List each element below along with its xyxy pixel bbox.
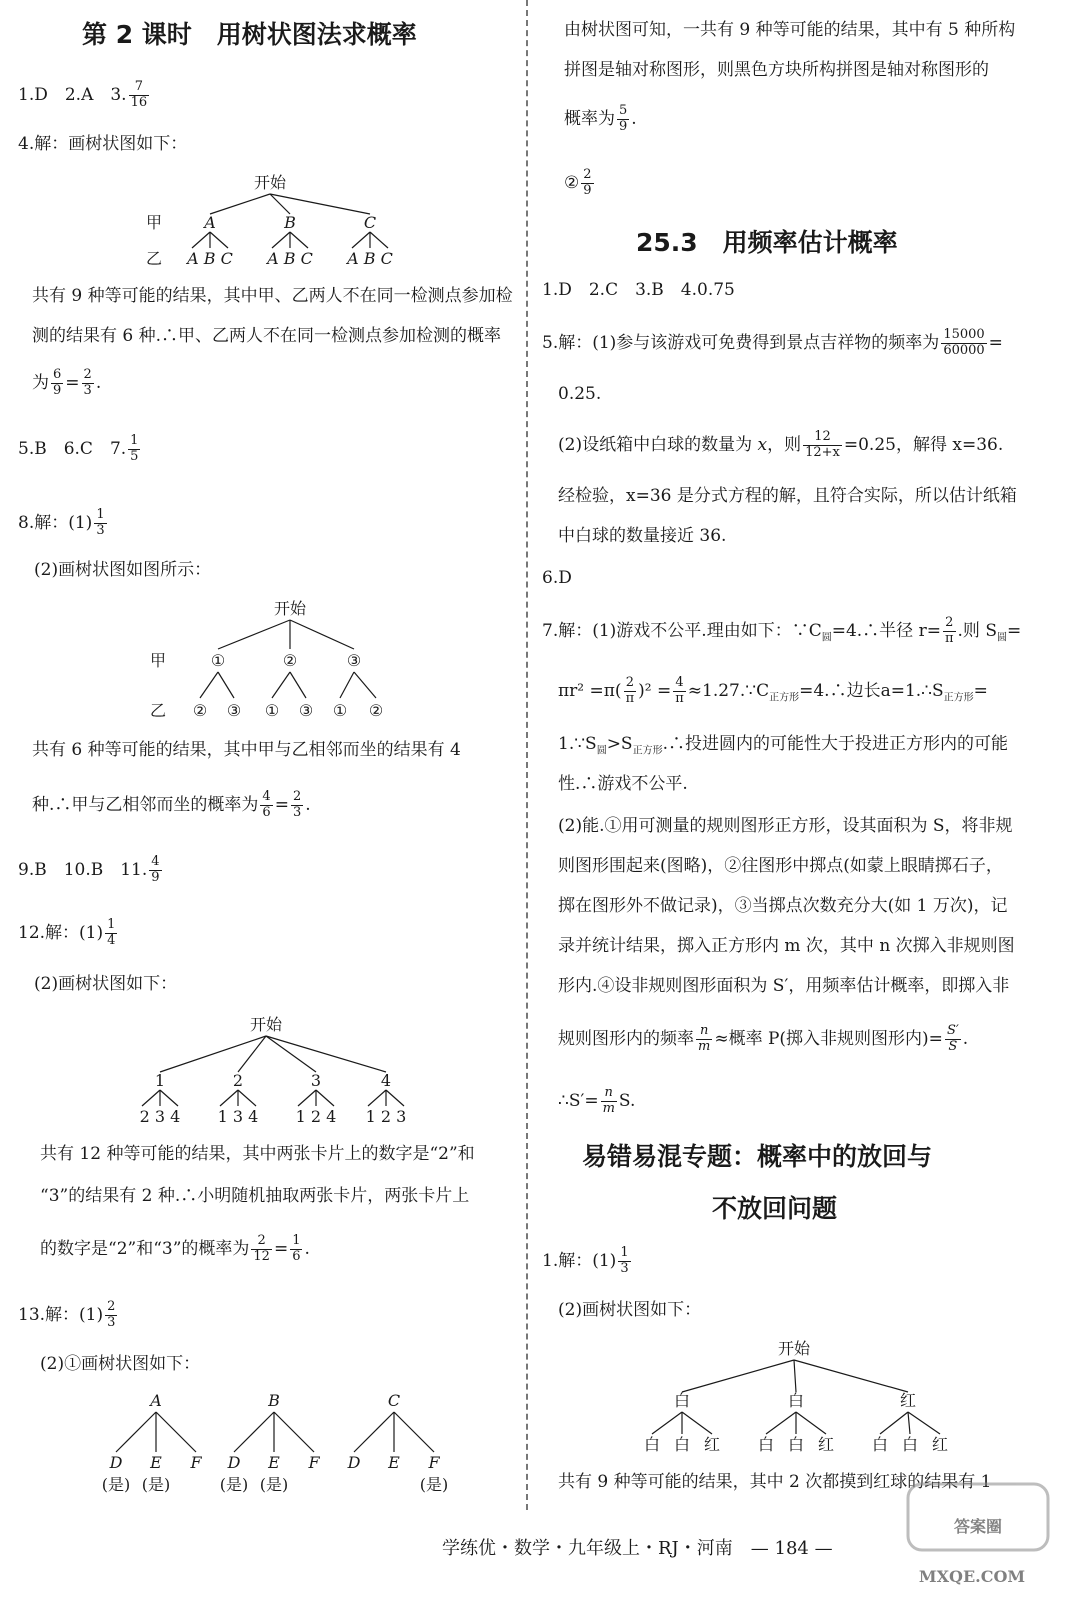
q7-line-11: ∴S′= $\frac{n}{m}$ S.	[558, 1085, 636, 1116]
answers-1-4: 1.D 2.C 3.B 4.0.75	[542, 280, 735, 300]
q5-text-3: 经检验，x=36 是分式方程的解，且符合实际，所以估计纸箱	[558, 486, 1017, 506]
tree-leaves: A B C	[187, 249, 233, 268]
tree-leaf: ②	[192, 701, 208, 720]
tree-leaf: 红	[817, 1435, 835, 1454]
tree-leaf: ③	[226, 701, 242, 720]
tree-level-label: 乙	[150, 701, 167, 720]
tree-diagram-q8	[150, 594, 400, 724]
tree-node: ②	[282, 651, 298, 670]
q7-line-7: 掷在图形外不做记录)，③当掷点次数充分大(如 1 万次)，记	[558, 896, 1008, 916]
q5-text-4: 中白球的数量接近 36.	[558, 526, 727, 546]
tree-node: 红	[899, 1391, 917, 1410]
leaf-mark: (是)	[259, 1475, 289, 1494]
q5-part2: (2)设纸箱中白球的数量为 x，则 $\frac{12}{12+x}$ =0.25，解得 x=36.	[558, 429, 1004, 460]
q7-line-8: 录并统计结果，掷入正方形内 m 次，其中 n 次掷入非规则图	[558, 936, 1015, 956]
q8-part1: 8.解：(1) $\frac{1}{3}$	[18, 507, 105, 538]
tree-leaf: 白	[901, 1435, 919, 1454]
q12-text-1: 共有 12 种等可能的结果，其中两张卡片上的数字是“2”和	[40, 1144, 475, 1164]
tree-leaf: ②	[368, 701, 384, 720]
q7-line-1: 7.解：(1)游戏不公平.理由如下：$\because C_圆=4.\therefore$半径 r= $\frac{2}{\pi}$ .则 $S_圆=$	[542, 615, 1022, 646]
tree-leaf: D	[347, 1453, 361, 1472]
q7-line-5: (2)能.①用可测量的规则图形正方形，设其面积为 S，将非规	[558, 816, 1013, 836]
e1-text: 共有 9 种等可能的结果，其中 2 次都摸到红球的结果有 1	[558, 1472, 992, 1492]
tree-root: 开始	[777, 1339, 811, 1358]
tree-diagram-q12	[130, 1010, 420, 1128]
page-number: — 184 —	[750, 1538, 833, 1559]
tree-level-label: 乙	[146, 249, 163, 268]
answers-9-11: 9.B 10.B 11. $\frac{4}{9}$	[18, 854, 160, 885]
watermark-logo	[868, 1480, 1058, 1595]
section-title-special: 易错易混专题：概率中的放回与	[582, 1142, 933, 1171]
tree-leaf: 红	[931, 1435, 949, 1454]
tree-root: 开始	[253, 173, 287, 192]
r-text-4: ② $\frac{2}{9}$	[564, 167, 592, 198]
e1-part1: 1.解：(1) $\frac{1}{3}$	[542, 1245, 629, 1276]
tree-node: ③	[346, 651, 362, 670]
watermark-url: MXQE.COM	[918, 1567, 1026, 1586]
tree-leaf: E	[150, 1453, 162, 1472]
q7-line-6: 则图形围起来(图略)，②往图形中掷点(如蒙上眼睛掷石子，	[558, 856, 1003, 876]
tree-node: A	[204, 213, 216, 232]
q4-text-2: 测的结果有 6 种.∴甲、乙两人不在同一检测点参加检测的概率	[32, 326, 502, 346]
q5-part1: 5.解：(1)参与该游戏可免费得到景点吉祥物的频率为 $\frac{15000}{60000}$ =	[542, 327, 1003, 358]
q13-part2: (2)①画树状图如下：	[40, 1354, 201, 1374]
tree-leaf: 白	[643, 1435, 661, 1454]
answers-1-3: 1.D 2.A 3. $\frac{7}{16}$	[18, 79, 148, 110]
q5-value: 0.25.	[558, 384, 602, 404]
tree-leaves: 2 3 4	[139, 1107, 181, 1126]
answer-6: 6.D	[542, 568, 572, 588]
tree-node: 3	[310, 1071, 322, 1090]
leaf-mark: (是)	[419, 1475, 449, 1494]
tree-leaf: 红	[703, 1435, 721, 1454]
tree-diagram-e1	[636, 1334, 956, 1456]
tree-node: B	[284, 213, 296, 232]
section-title-25-3: 25.3 用频率估计概率	[636, 228, 898, 257]
tree-node: 白	[787, 1391, 805, 1410]
tree-leaf: ①	[332, 701, 348, 720]
tree-leaves: A B C	[347, 249, 393, 268]
q12-part2: (2)画树状图如下：	[34, 974, 178, 994]
tree-node: 1	[154, 1071, 166, 1090]
tree-root: B	[268, 1391, 280, 1410]
section-title-special-2: 不放回问题	[712, 1194, 838, 1223]
tree-level-label: 甲	[150, 651, 167, 670]
tree-root: C	[387, 1391, 401, 1410]
tree-leaves: 1 2 4	[295, 1107, 337, 1126]
tree-leaves: 1 3 4	[217, 1107, 259, 1126]
tree-root: 开始	[249, 1015, 283, 1034]
tree-node: 2	[232, 1071, 244, 1090]
q7-line-3: $1.\because S_圆>S_{正方形}.\therefore$投进圆内的可能性大于投进正方形内的可能	[558, 734, 1008, 757]
tree-leaf: 白	[871, 1435, 889, 1454]
tree-leaf: ①	[264, 701, 280, 720]
answers-5-7: 5.B 6.C 7. $\frac{1}{5}$	[18, 433, 139, 464]
tree-leaf: 白	[787, 1435, 805, 1454]
q7-line-9: 形内.④设非规则图形面积为 S′，用频率估计概率，即掷入非	[558, 976, 1010, 996]
leaf-mark: (是)	[101, 1475, 131, 1494]
tree-root: A	[150, 1391, 162, 1410]
tree-leaf: E	[388, 1453, 400, 1472]
tree-root: 开始	[273, 599, 307, 618]
tree-leaf: 白	[757, 1435, 775, 1454]
tree-diagram-q13	[94, 1388, 474, 1498]
tree-leaf: F	[428, 1453, 440, 1472]
q13-part1: 13.解：(1) $\frac{2}{3}$	[18, 1299, 116, 1330]
tree-node: 白	[673, 1391, 691, 1410]
q8-part2: (2)画树状图如图所示：	[34, 560, 212, 580]
tree-leaf: 白	[673, 1435, 691, 1454]
q7-line-4: 性.∴游戏不公平.	[558, 774, 688, 794]
footer-text: 学练优・数学・九年级上・RJ・河南 — 184 —	[442, 1538, 833, 1559]
q4-text-1: 共有 9 种等可能的结果，其中甲、乙两人不在同一检测点参加检	[32, 286, 513, 306]
tree-leaf: ③	[298, 701, 314, 720]
q4-text-3: 为 $\frac{6}{9}$ = $\frac{2}{3}$ .	[32, 367, 102, 398]
r-text-3: 概率为 $\frac{5}{9}$ .	[564, 103, 637, 134]
column-divider	[526, 0, 528, 1510]
tree-leaf: D	[227, 1453, 241, 1472]
tree-node: C	[363, 213, 377, 232]
q7-line-2: πr² =π( $\frac{2}{\pi}$ )² = $\frac{4}{\pi}$ $\approx 1.27.\because C_{正方形}=4.\therefore$边长$a=1.\therefore S_{正方形}=$	[558, 675, 988, 706]
tree-leaf: F	[308, 1453, 320, 1472]
q12-part1: 12.解：(1) $\frac{1}{4}$	[18, 917, 116, 948]
q4-intro: 4.解：画树状图如下：	[18, 134, 188, 154]
tree-diagram-q4	[140, 168, 400, 273]
leaf-mark: (是)	[141, 1475, 171, 1494]
tree-leaves: A B C	[267, 249, 313, 268]
r-text-1: 由树状图可知，一共有 9 种等可能的结果，其中有 5 种所构	[564, 20, 1016, 40]
tree-node: 4	[380, 1071, 392, 1090]
q12-text-2: “3”的结果有 2 种.∴小明随机抽取两张卡片，两张卡片上	[40, 1186, 470, 1206]
q7-line-10: 规则图形内的频率 $\frac{n}{m}$ ≈概率 P(掷入非规则图形内)= $\frac{S'}{S}$ .	[558, 1023, 969, 1054]
tree-level-label: 甲	[146, 213, 163, 232]
lesson-title: 第 2 课时 用树状图法求概率	[82, 20, 417, 49]
r-text-2: 拼图是轴对称图形，则黑色方块所构拼图是轴对称图形的	[564, 60, 989, 80]
tree-leaf: D	[109, 1453, 123, 1472]
tree-node: ①	[210, 651, 226, 670]
watermark-text: 答案圈	[953, 1517, 1003, 1536]
tree-leaves: 1 2 3	[365, 1107, 407, 1126]
leaf-mark: (是)	[219, 1475, 249, 1494]
q8-text-2: 种.∴甲与乙相邻而坐的概率为 $\frac{4}{6}$ = $\frac{2}{3}$ .	[32, 789, 311, 820]
tree-leaf: E	[268, 1453, 280, 1472]
q12-text-3: 的数字是“2”和“3”的概率为 $\frac{2}{12}$ = $\frac{1}{6}$ .	[40, 1233, 310, 1264]
tree-leaf: F	[190, 1453, 202, 1472]
e1-part2: (2)画树状图如下：	[558, 1300, 702, 1320]
q8-text-1: 共有 6 种等可能的结果，其中甲与乙相邻而坐的结果有 4	[32, 740, 461, 760]
